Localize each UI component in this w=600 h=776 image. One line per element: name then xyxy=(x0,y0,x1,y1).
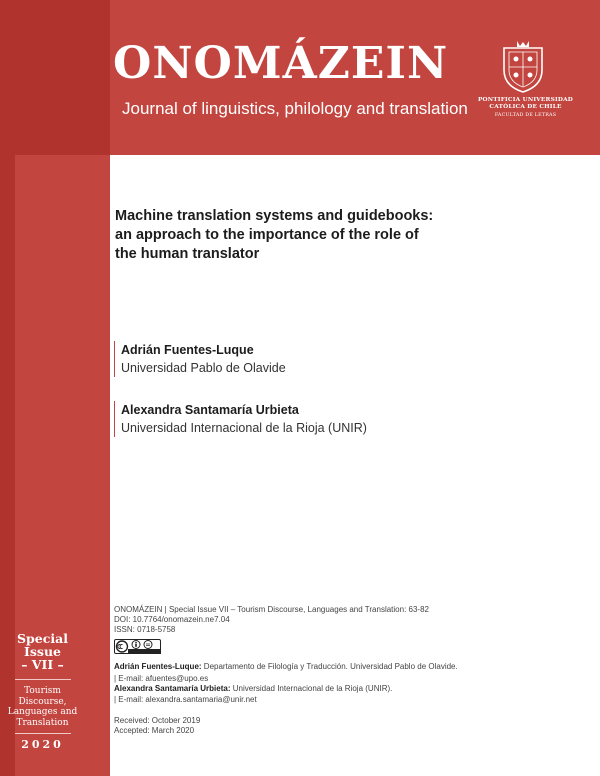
article-title-line: the human translator xyxy=(115,246,260,262)
issue-year: 2020 xyxy=(21,738,64,751)
issue-number: – VII – xyxy=(21,657,64,672)
faculty-name: FACULTAD DE LETRAS xyxy=(494,113,557,118)
author1-affiliation-detail: Departamento de Filología y Traducción. Universidad Pablo de Olavide. xyxy=(203,662,458,671)
received-date: Received: October 2019 xyxy=(114,716,201,725)
journal-name: ONOMÁZEIN xyxy=(113,38,449,89)
author-name: Adrián Fuentes-Luque xyxy=(121,343,254,357)
sidebar-band xyxy=(0,155,110,776)
article-title-line: an approach to the importance of the role of xyxy=(115,227,419,243)
author1-email[interactable]: | E-mail: afuentes@upo.es xyxy=(114,674,209,683)
author2-details xyxy=(114,684,392,694)
university-crest-icon xyxy=(500,40,546,94)
university-name xyxy=(468,97,583,119)
author2-affiliation-detail: Universidad Internacional de la Rioja (UNIR). xyxy=(232,684,393,693)
university-line1: PONTIFICIA UNIVERSIDAD xyxy=(477,97,574,103)
author-affiliation: Universidad Internacional de la Rioja (UNIR) xyxy=(121,421,367,435)
topic-line: Tourism xyxy=(24,686,61,696)
topic-line: Discourse, xyxy=(18,696,67,707)
author-affiliation: Universidad Pablo de Olavide xyxy=(121,361,286,375)
topic-line: Translation xyxy=(16,717,69,728)
header-band-dark xyxy=(0,0,110,155)
author1-label: Adrián Fuentes-Luque: xyxy=(114,662,202,671)
article-title-line: Machine translation systems and guidebooks: xyxy=(115,208,434,224)
author-block xyxy=(114,401,367,437)
sidebar-divider xyxy=(15,733,71,734)
author1-details xyxy=(114,662,458,672)
sidebar-band-dark xyxy=(0,155,15,776)
university-line2: CATÓLICA DE CHILE xyxy=(489,104,562,110)
sidebar-divider xyxy=(15,679,71,680)
journal-subtitle: Journal of linguistics, philology and translation xyxy=(122,99,468,118)
special-issue-label xyxy=(0,632,85,671)
issue-topic xyxy=(0,686,85,728)
accepted-date: Accepted: March 2020 xyxy=(114,726,195,735)
author-name: Alexandra Santamaría Urbieta xyxy=(121,403,299,417)
author2-email[interactable]: | E-mail: alexandra.santamaria@unir.net xyxy=(114,695,257,704)
cc-by-license-icon xyxy=(114,639,161,654)
article-title xyxy=(115,207,475,264)
doi-line[interactable]: DOI: 10.7764/onomazein.ne7.04 xyxy=(114,615,230,624)
author2-label: Alexandra Santamaría Urbieta: xyxy=(114,684,231,693)
special-label: Special xyxy=(17,631,68,646)
topic-line: Languages and xyxy=(7,707,78,717)
issue-label: Issue xyxy=(24,644,61,659)
citation-line: ONOMÁZEIN | Special Issue VII – Tourism Discourse, Languages and Translation: 63-82 xyxy=(114,605,429,614)
issn-line: ISSN: 0718-5758 xyxy=(114,625,176,634)
author-block xyxy=(114,341,286,377)
